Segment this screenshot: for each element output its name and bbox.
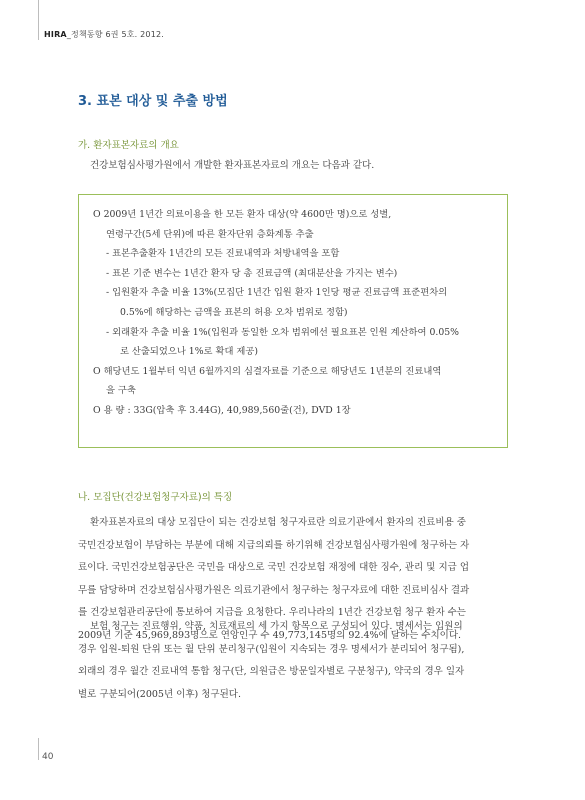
paragraph-line: 료이다. 국민건강보험공단은 국민을 대상으로 국민 건강보험 재정에 대한 징수, 관리 및 지급 업 — [78, 562, 470, 573]
subsection-b-title: 나. 모집단(건강보험청구자료)의 특징 — [78, 492, 233, 503]
box-line: - 입원환자 추출 비율 13%(모집단 1년간 입원 환자 1인당 평균 진료금액 표준편차의 — [106, 287, 448, 299]
top-margin-rule — [38, 0, 39, 40]
paragraph-line: 를 건강보험관리공단에 통보하여 지급을 요청한다. 우리나라의 1년간 건강보험 청구 환자 수는 — [78, 607, 466, 618]
box-line: 로 산출되었으나 1%로 확대 제공) — [120, 346, 258, 358]
body-paragraph-2 — [78, 616, 508, 706]
box-line: 0.5%에 해당하는 금액을 표본의 허용 오차 범위로 정함) — [120, 306, 348, 318]
box-line: O 용 량 : 33G(압축 후 3.44G), 40,989,560줄(건), DVD 1장 — [93, 404, 351, 416]
page-number: 40 — [42, 752, 54, 762]
box-line: O 해당년도 1월부터 익년 6월까지의 심결자료를 기준으로 해당년도 1년분의 진료내역 — [93, 365, 442, 377]
running-header — [44, 29, 164, 40]
journal-issue: _정책동향 6권 5호. 2012. — [66, 30, 165, 39]
box-line: - 외래환자 추출 비율 1%(입원과 동일한 오차 범위에선 필요표본 인원 계산하여 0.05% — [106, 326, 459, 338]
paragraph-line: 보험 청구는 진료행위, 약품, 치료재료의 세 가지 항목으로 구성되어 있다. 명세서는 입원의 — [90, 621, 463, 632]
paragraph-line: 경우 입원-퇴원 단위 또는 월 단위 분리청구(입원이 지속되는 경우 명세서가 분리되어 청구됨), — [78, 643, 465, 655]
paragraph-line: 별로 구분되어(2005년 이후) 청구된다. — [78, 688, 241, 700]
intro-paragraph — [78, 155, 508, 178]
intro-line: 건강보험심사평가원에서 개발한 환자표본자료의 개요는 다음과 같다. — [90, 160, 375, 171]
box-line: 을 구축 — [106, 385, 136, 397]
box-line: - 표본 기준 변수는 1년간 환자 당 총 진료금액 (최대분산을 가지는 변수) — [106, 267, 398, 279]
bottom-margin-rule — [38, 738, 39, 760]
paragraph-line: 2009년 기준 45,969,893명으로 연앙인구 수 49,773,145명의 92.4%에 달하는 수치이다. — [78, 629, 462, 641]
box-line: 연령구간(5세 단위)에 따른 환자단위 층화계통 추출 — [106, 228, 314, 240]
journal-brand: HIRA — [44, 30, 67, 39]
paragraph-line: 무를 담당하며 건강보험심사평가원은 의료기관에서 청구하는 청구자료에 대한 진료비심사 결과 — [78, 584, 470, 596]
box-line: O 2009년 1년간 의료이용을 한 모든 환자 대상(약 4600만 명)으로 성별, — [93, 209, 392, 220]
paragraph-line: 환자표본자료의 대상 모집단이 되는 건강보험 청구자료란 의료기관에서 환자의 진료비용 중 — [90, 517, 466, 528]
paragraph-line: 외래의 경우 월간 진료내역 통합 청구(단, 의원급은 방문일자별로 구분청구), 약국의 경우 일자 — [78, 666, 465, 677]
section-title: 3. 표본 대상 및 추출 방법 — [78, 94, 228, 109]
paragraph-line: 국민건강보험이 부담하는 부분에 대해 지급의뢰를 하기위해 건강보험심사평가원에 청구하는 자 — [78, 539, 470, 551]
box-line: - 표본추출환자 1년간의 모든 진료내역과 처방내역을 포함 — [106, 248, 340, 260]
subsection-a-title: 가. 환자표본자료의 개요 — [78, 140, 179, 151]
summary-box — [78, 194, 508, 448]
